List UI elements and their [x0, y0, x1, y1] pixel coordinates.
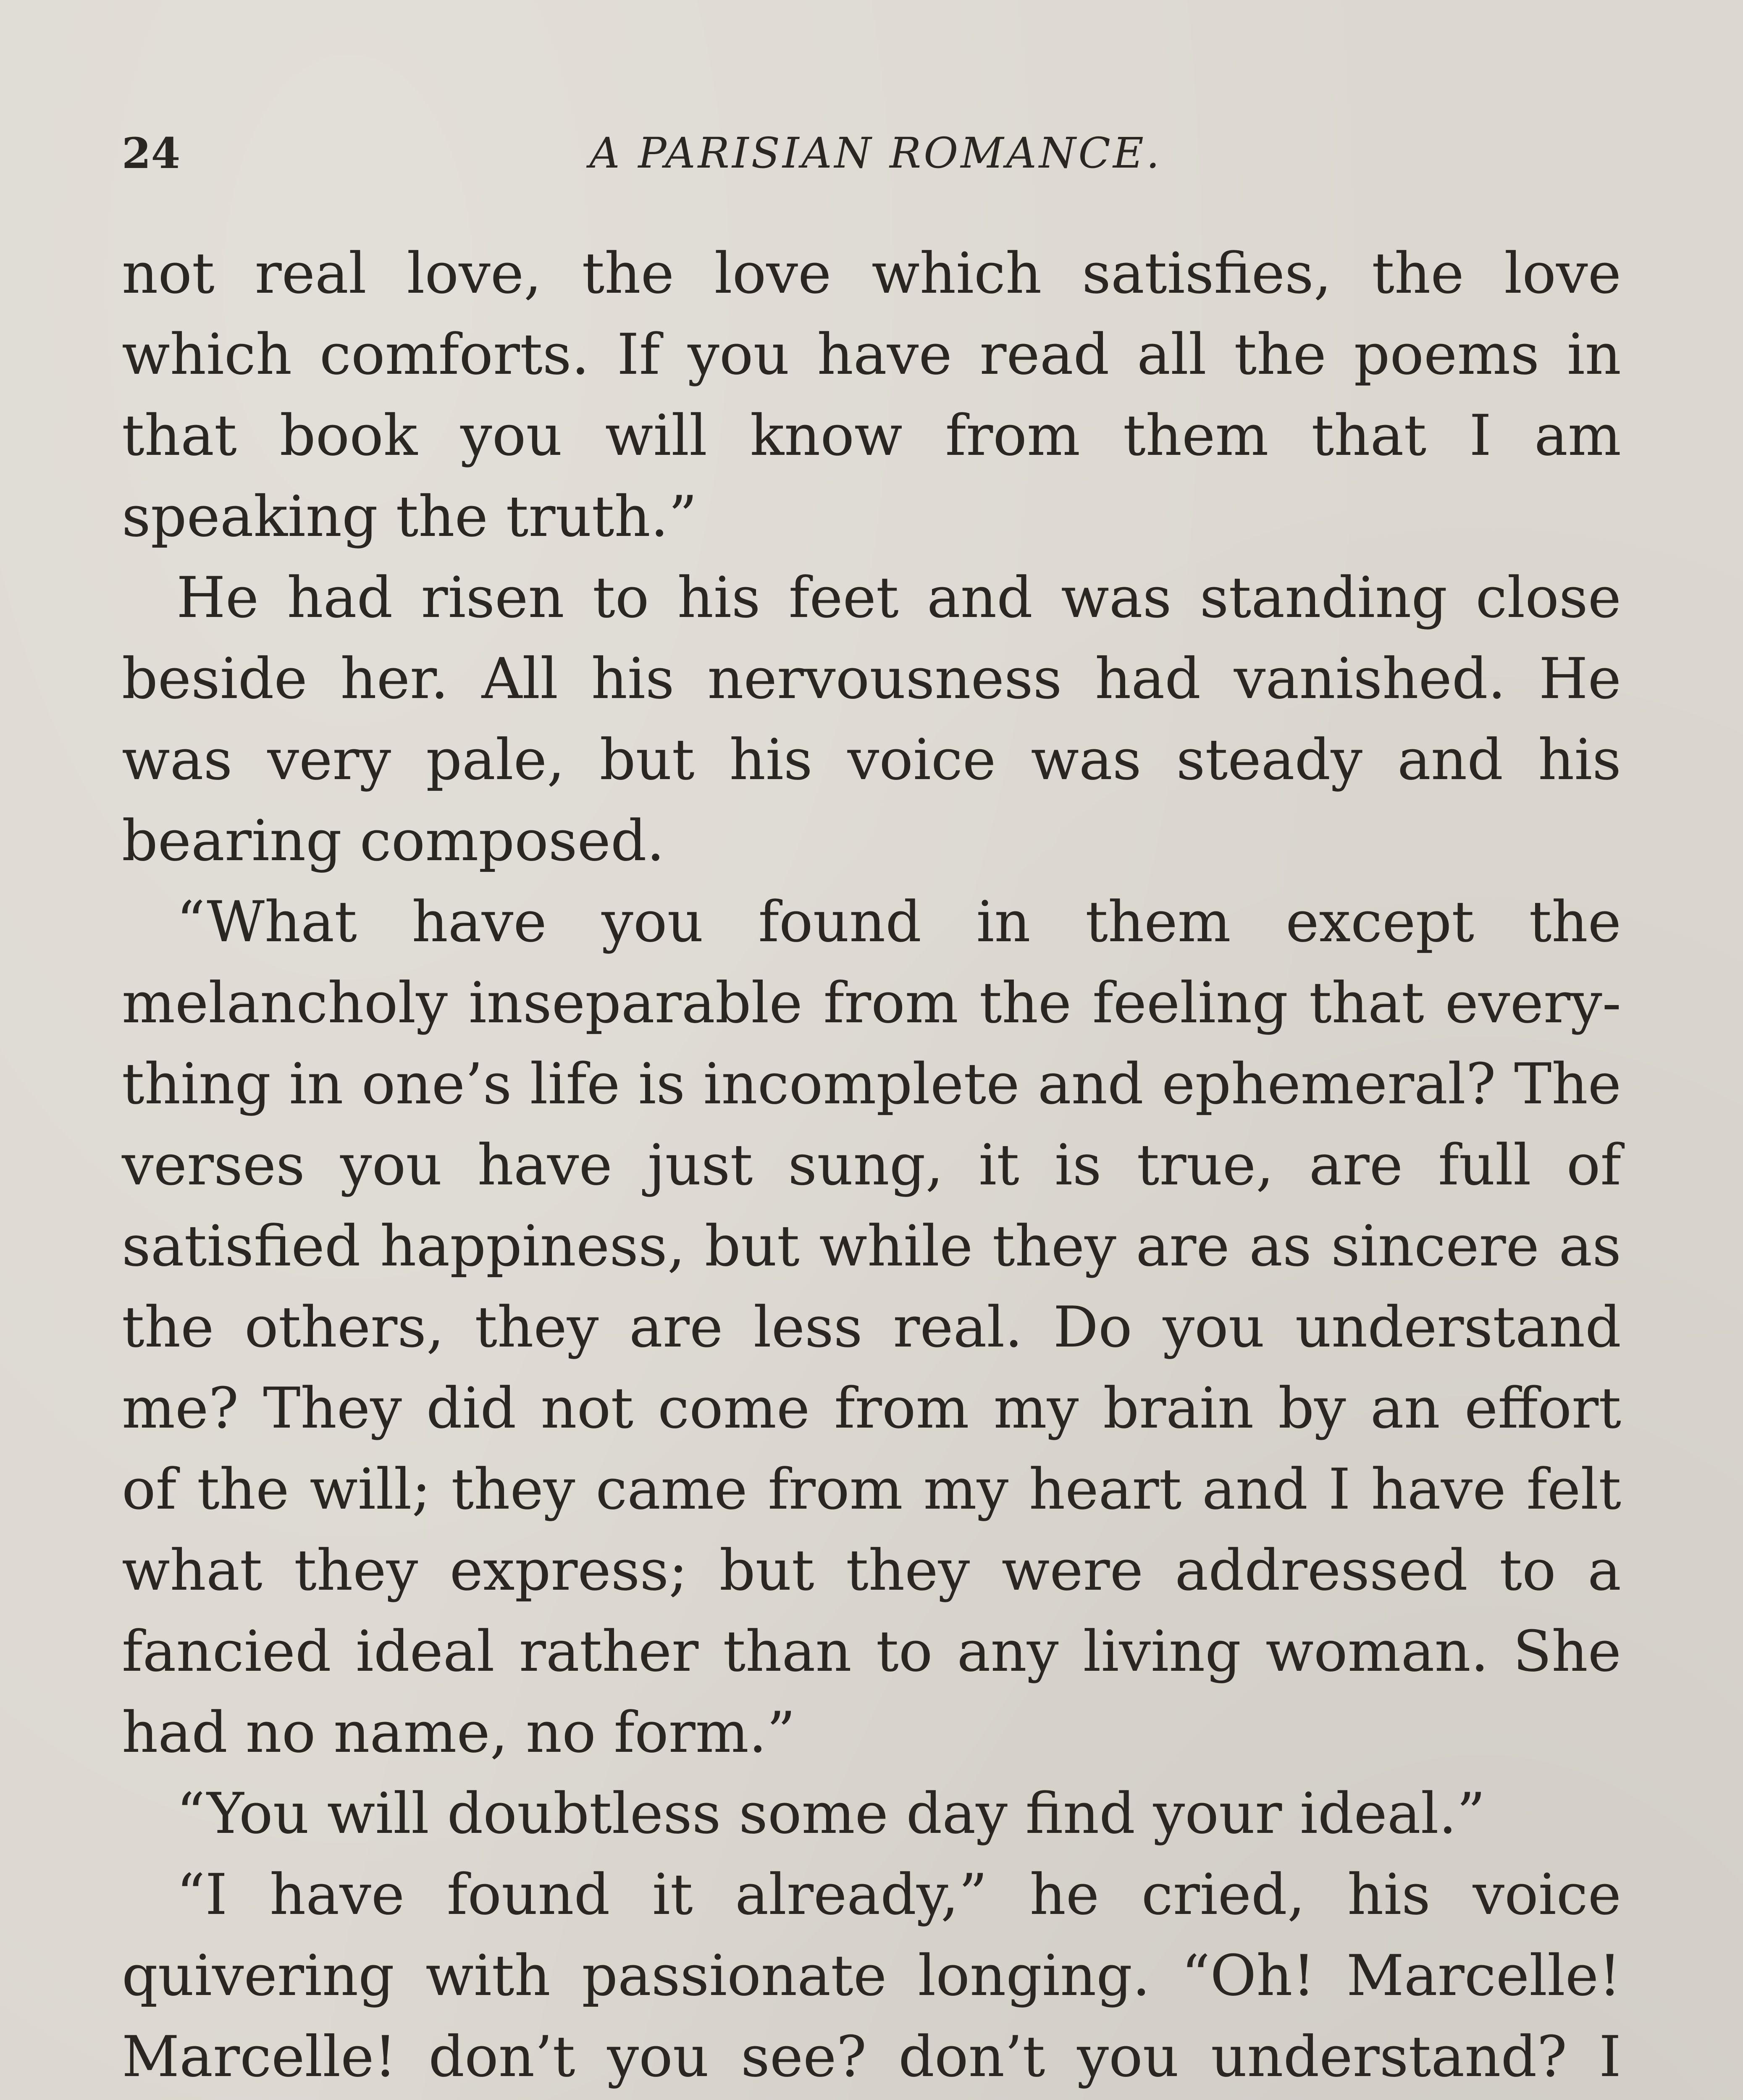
paragraph: “I have found it already,” he cried, his voice quivering with passionate longing. “Oh! Marcelle! Marcelle! don’t you see? don’t you understand? I — [122, 1862, 1621, 2090]
running-title: A PARISIAN ROMANCE. — [589, 129, 1162, 178]
paragraph: “What have you found in them except the melancholy inseparable from the feeling that every-thing in one’s life is incomplete and ephemeral? The verses you have just sung, it is true, are full of satisfied happiness, but while they are as sincere as the others, they are less real. Do you understand me? They did not come from my brain by an effort of the will; they came from my heart and I have felt what they express; but they were addressed to a fancied ideal rather than to any living woman. She had no name, no form.” — [122, 889, 1621, 1765]
body-text — [122, 233, 1621, 2100]
running-head — [122, 126, 1630, 181]
paragraph: “You will doubtless some day find your ideal.” — [176, 1781, 1486, 1846]
paragraph-continued: not real love, the love which satisfies, the love which comforts. If you have read all the poems in that book you will know from them that I am speaking the truth.” — [122, 241, 1621, 549]
paragraph: He had risen to his feet and was standing close beside her. All his nervousness had vanished. He was very pale, but his voice was steady and his bearing composed. — [122, 565, 1621, 874]
page-number: 24 — [122, 129, 181, 178]
